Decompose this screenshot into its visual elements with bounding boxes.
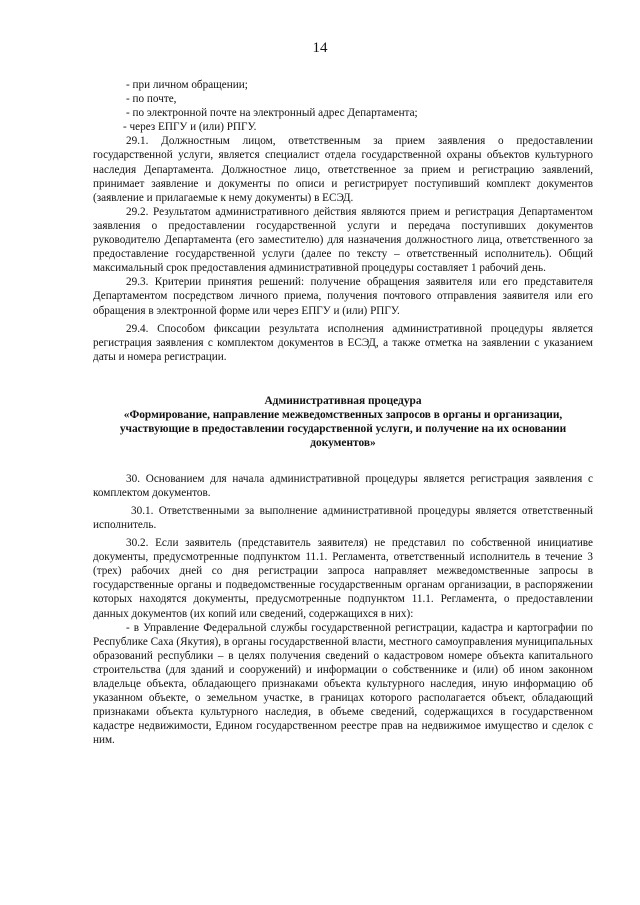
paragraph-30-2-item: - в Управление Федеральной службы государственной регистрации, кадастра и картографии по Республике Саха (Якутия), в органы государственной власти, местного самоуправления муниципальных образований республики – в целях получения сведений о кадастровом номере объекта капитального строительства (для зданий и сооружений) и информации о собственнике и (или) об ином законном владельце объекта, обладающего признаками объекта культурного наследия, иную информацию об указанном объекте, о земельном участке, в границах которого располагается объект, обладающий признаками объекта культурного наследия, в объеме сведений, содержащихся в государственном кадастре недвижимости, Едином государственном реестре прав на недвижимое имущество и сделок с ним. bbox=[93, 621, 593, 747]
list-item: - по электронной почте на электронный адрес Департамента; bbox=[126, 107, 418, 120]
paragraph-30: 30. Основанием для начала административной процедуры является регистрация заявления с комплектом документов. bbox=[93, 472, 593, 499]
list-item: - при личном обращении; bbox=[126, 79, 248, 91]
section-heading bbox=[93, 394, 593, 451]
list-item: - через ЕПГУ и (или) РПГУ. bbox=[123, 121, 257, 134]
paragraph-29-2: 29.2. Результатом административного действия являются прием и регистрация Департаментом заявления о предоставлении государственной услуги и передача поступивших документов руководителю Департамента (его заместителю) для назначения должностного лица, ответственного за предоставление государственной услуги (далее по тексту – ответственный исполнитель). Общий максимальный срок предоставления административной процедуры составляет 1 рабочий день. bbox=[93, 205, 593, 275]
section-heading-title: Административная процедура bbox=[264, 394, 422, 407]
paragraph-29-3: 29.3. Критерии принятия решений: получение обращения заявителя или его представителя Департаментом посредством личного приема, получения почтового отправления заявителя или его обращения в электронной форме или через ЕПГУ и (или) РПГУ. bbox=[93, 276, 593, 317]
paragraph-30-2: 30.2. Если заявитель (представитель заявителя) не представил по собственной инициативе документы, предусмотренные подпунктом 11.1. Регламента, ответственный исполнитель в течение 3 (трех) рабочих дней со дня регистрации запроса направляет межведомственные запросы в государственные органы и подведомственные государственным органам организации, в распоряжении которых находятся документы, предусмотренные подпунктом 11.1. Регламента, о предоставлении данных документов (их копий или сведений, содержащихся в них): bbox=[93, 537, 593, 620]
document-body bbox=[93, 78, 593, 747]
section-heading-subtitle: «Формирование, направление межведомственных запросов в органы и организации, участвующие в предоставлении государственной услуги, и получение на их основании документов» bbox=[119, 409, 567, 450]
paragraph-29-1: 29.1. Должностным лицом, ответственным за прием заявления о предоставлении государственной услуги, является специалист отдела государственной охраны объектов культурного наследия Департамента. Должностное лицо, ответственное за прием и регистрацию заявлений, принимает заявление и документы по описи и регистрирует поступивший комплект документов (заявление и прилагаемые к нему документы) в ЕСЭД. bbox=[93, 135, 593, 204]
list-item: - по почте, bbox=[126, 93, 177, 106]
paragraph-30-1: 30.1. Ответственными за выполнение административной процедуры является ответственный исполнитель. bbox=[93, 504, 593, 531]
page-number: 14 bbox=[312, 40, 328, 56]
paragraph-29-4: 29.4. Способом фиксации результата исполнения административной процедуры является регистрация заявления с комплектом документов в ЕСЭД, а также отметка на заявлении с указанием даты и номера регистрации. bbox=[93, 322, 593, 363]
